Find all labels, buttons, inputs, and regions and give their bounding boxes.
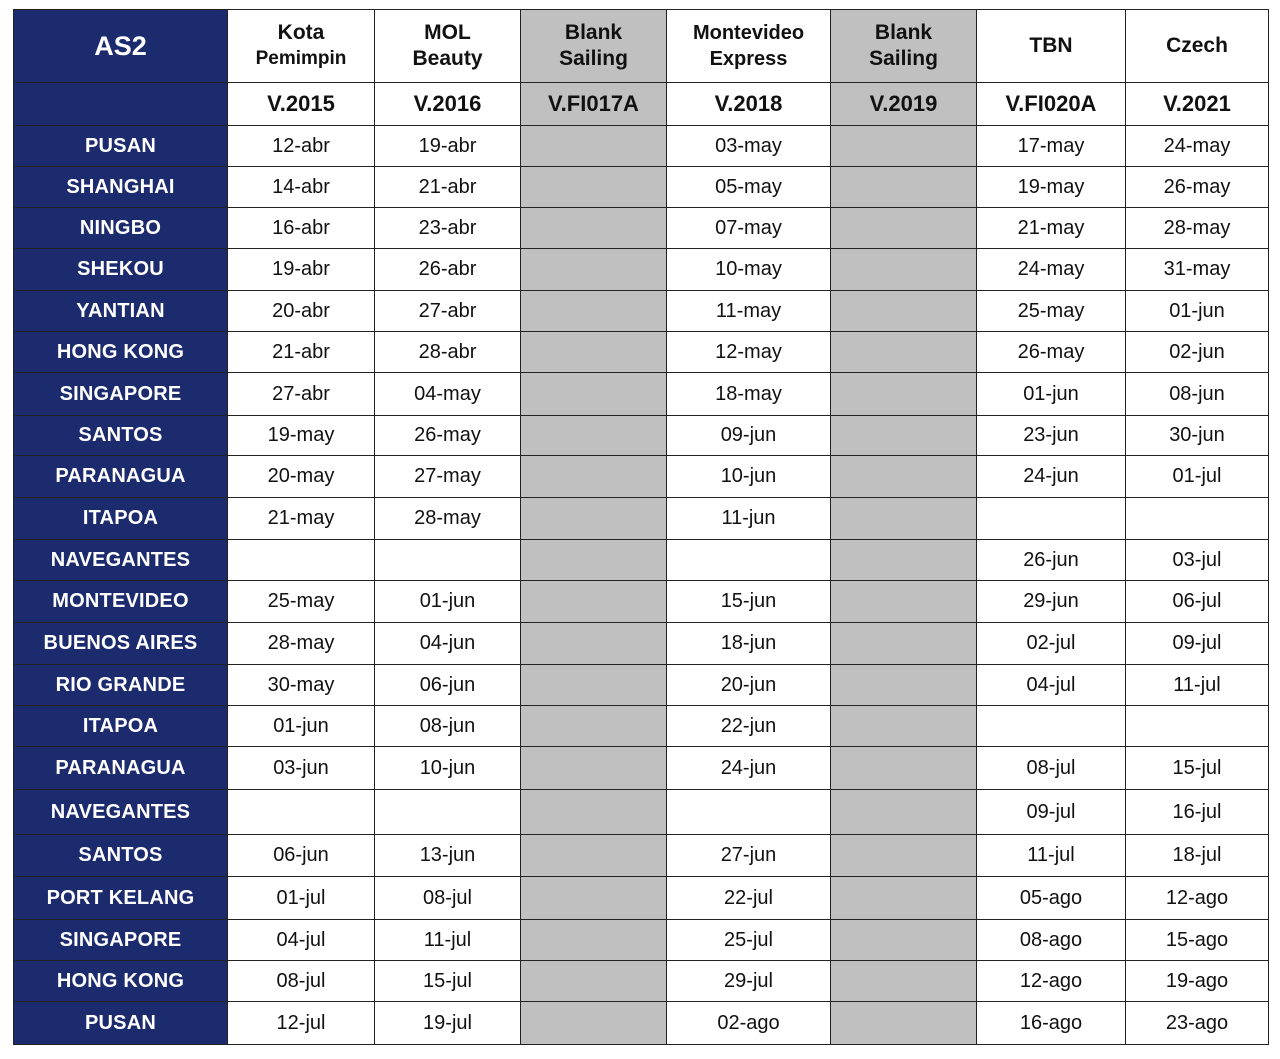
eta-date-cell: 25-jul	[667, 920, 831, 961]
eta-date-cell: 05-may	[667, 167, 831, 208]
port-name: PUSAN	[14, 1002, 228, 1045]
vessel-name-line2: Sailing	[559, 47, 628, 70]
eta-date-cell: 22-jul	[667, 877, 831, 920]
eta-date-cell: 25-may	[977, 291, 1126, 332]
vessel-header-6	[977, 10, 1126, 83]
eta-date-cell: 02-jul	[977, 623, 1126, 665]
eta-date-cell: 29-jun	[977, 581, 1126, 623]
eta-date-cell: 08-jun	[375, 706, 521, 747]
vessel-name-line2: Pemimpin	[255, 48, 347, 69]
blank-sailing-cell	[521, 877, 667, 920]
eta-date-cell: 10-jun	[375, 747, 521, 790]
eta-date-cell: 20-jun	[667, 665, 831, 706]
eta-date-cell: 14-abr	[228, 167, 375, 208]
blank-sailing-cell	[521, 540, 667, 581]
blank-sailing-cell	[831, 665, 977, 706]
eta-date-cell	[375, 790, 521, 835]
voyage-row-label	[14, 83, 228, 126]
eta-date-cell: 23-jun	[977, 416, 1126, 456]
eta-date-cell: 17-may	[977, 126, 1126, 167]
eta-date-cell: 15-jul	[1126, 747, 1269, 790]
eta-date-cell: 09-jul	[1126, 623, 1269, 665]
blank-sailing-cell	[521, 1002, 667, 1045]
eta-date-cell: 15-jul	[375, 961, 521, 1002]
eta-date-cell: 16-abr	[228, 208, 375, 249]
blank-sailing-cell	[831, 877, 977, 920]
eta-date-cell: 30-jun	[1126, 416, 1269, 456]
eta-date-cell: 05-ago	[977, 877, 1126, 920]
port-name: PUSAN	[14, 126, 228, 167]
eta-date-cell: 24-jun	[667, 747, 831, 790]
eta-date-cell: 20-may	[228, 456, 375, 498]
eta-date-cell: 19-abr	[228, 249, 375, 291]
eta-date-cell	[228, 790, 375, 835]
blank-sailing-cell	[831, 706, 977, 747]
eta-date-cell: 04-jul	[977, 665, 1126, 706]
blank-sailing-cell	[831, 623, 977, 665]
blank-sailing-cell	[521, 126, 667, 167]
eta-date-cell: 23-abr	[375, 208, 521, 249]
eta-date-cell: 19-may	[228, 416, 375, 456]
table-row	[14, 877, 1269, 920]
eta-date-cell: 12-abr	[228, 126, 375, 167]
eta-date-cell: 08-jul	[228, 961, 375, 1002]
blank-sailing-cell	[521, 581, 667, 623]
eta-date-cell: 15-ago	[1126, 920, 1269, 961]
blank-sailing-cell	[831, 126, 977, 167]
port-name: SINGAPORE	[14, 373, 228, 416]
eta-date-cell: 18-jun	[667, 623, 831, 665]
eta-date-cell	[228, 540, 375, 581]
eta-date-cell: 04-may	[375, 373, 521, 416]
port-name: NAVEGANTES	[14, 540, 228, 581]
blank-sailing-cell	[831, 961, 977, 1002]
vessel-header-3	[521, 10, 667, 83]
voyage-number-1: V.2015	[228, 83, 375, 126]
eta-date-cell: 07-may	[667, 208, 831, 249]
port-name: RIO GRANDE	[14, 665, 228, 706]
blank-sailing-cell	[521, 249, 667, 291]
voyage-number-6: V.FI020A	[977, 83, 1126, 126]
blank-sailing-cell	[521, 373, 667, 416]
vessel-header-row	[14, 10, 1269, 83]
blank-sailing-cell	[831, 208, 977, 249]
eta-date-cell	[977, 498, 1126, 540]
schedule-table	[13, 9, 1269, 1045]
blank-sailing-cell	[831, 291, 977, 332]
eta-date-cell: 27-jun	[667, 835, 831, 877]
table-row	[14, 332, 1269, 373]
eta-date-cell: 30-may	[228, 665, 375, 706]
vessel-header-7	[1126, 10, 1269, 83]
eta-date-cell: 06-jun	[375, 665, 521, 706]
blank-sailing-cell	[521, 416, 667, 456]
eta-date-cell: 23-ago	[1126, 1002, 1269, 1045]
eta-date-cell: 11-jul	[1126, 665, 1269, 706]
port-name: NINGBO	[14, 208, 228, 249]
schedule-body	[14, 10, 1269, 1045]
blank-sailing-cell	[831, 747, 977, 790]
eta-date-cell: 12-may	[667, 332, 831, 373]
eta-date-cell: 10-may	[667, 249, 831, 291]
eta-date-cell: 19-abr	[375, 126, 521, 167]
blank-sailing-cell	[521, 835, 667, 877]
voyage-number-3: V.FI017A	[521, 83, 667, 126]
eta-date-cell: 01-jul	[1126, 456, 1269, 498]
blank-sailing-cell	[831, 416, 977, 456]
eta-date-cell: 19-ago	[1126, 961, 1269, 1002]
eta-date-cell: 13-jun	[375, 835, 521, 877]
eta-date-cell: 26-may	[375, 416, 521, 456]
voyage-number-2: V.2016	[375, 83, 521, 126]
table-row	[14, 706, 1269, 747]
eta-date-cell: 11-jul	[375, 920, 521, 961]
eta-date-cell: 03-may	[667, 126, 831, 167]
eta-date-cell: 02-ago	[667, 1002, 831, 1045]
eta-date-cell: 01-jun	[977, 373, 1126, 416]
voyage-header-row	[14, 83, 1269, 126]
blank-sailing-cell	[831, 790, 977, 835]
eta-date-cell: 04-jun	[375, 623, 521, 665]
eta-date-cell: 18-may	[667, 373, 831, 416]
eta-date-cell: 27-abr	[228, 373, 375, 416]
eta-date-cell: 03-jul	[1126, 540, 1269, 581]
port-name: NAVEGANTES	[14, 790, 228, 835]
eta-date-cell: 10-jun	[667, 456, 831, 498]
eta-date-cell: 26-abr	[375, 249, 521, 291]
vessel-header-1	[228, 10, 375, 83]
port-name: PORT KELANG	[14, 877, 228, 920]
blank-sailing-cell	[831, 456, 977, 498]
vessel-name-line1: Blank	[874, 21, 933, 44]
table-row	[14, 665, 1269, 706]
eta-date-cell: 15-jun	[667, 581, 831, 623]
eta-date-cell: 12-ago	[1126, 877, 1269, 920]
blank-sailing-cell	[831, 920, 977, 961]
eta-date-cell: 28-abr	[375, 332, 521, 373]
table-row	[14, 167, 1269, 208]
vessel-header-5	[831, 10, 977, 83]
eta-date-cell: 08-ago	[977, 920, 1126, 961]
eta-date-cell: 22-jun	[667, 706, 831, 747]
port-name: ITAPOA	[14, 498, 228, 540]
blank-sailing-cell	[831, 249, 977, 291]
blank-sailing-cell	[521, 208, 667, 249]
port-name: MONTEVIDEO	[14, 581, 228, 623]
port-name: SANTOS	[14, 416, 228, 456]
vessel-name-line1: Czech	[1166, 34, 1228, 57]
port-name: HONG KONG	[14, 332, 228, 373]
eta-date-cell: 19-jul	[375, 1002, 521, 1045]
eta-date-cell	[1126, 706, 1269, 747]
port-name: PARANAGUA	[14, 456, 228, 498]
eta-date-cell: 27-abr	[375, 291, 521, 332]
eta-date-cell	[667, 790, 831, 835]
eta-date-cell: 21-may	[977, 208, 1126, 249]
table-row	[14, 498, 1269, 540]
table-row	[14, 456, 1269, 498]
port-name: ITAPOA	[14, 706, 228, 747]
port-name: BUENOS AIRES	[14, 623, 228, 665]
blank-sailing-cell	[521, 790, 667, 835]
eta-date-cell: 11-may	[667, 291, 831, 332]
blank-sailing-cell	[831, 498, 977, 540]
eta-date-cell: 11-jun	[667, 498, 831, 540]
vessel-name-line1: TBN	[1029, 34, 1073, 57]
eta-date-cell: 09-jun	[667, 416, 831, 456]
eta-date-cell: 26-may	[1126, 167, 1269, 208]
vessel-header-4	[667, 10, 831, 83]
eta-date-cell: 12-ago	[977, 961, 1126, 1002]
eta-date-cell: 28-may	[375, 498, 521, 540]
table-row	[14, 249, 1269, 291]
blank-sailing-cell	[831, 332, 977, 373]
blank-sailing-cell	[831, 540, 977, 581]
blank-sailing-cell	[521, 961, 667, 1002]
table-row	[14, 126, 1269, 167]
eta-date-cell: 26-jun	[977, 540, 1126, 581]
vessel-name-line2: Beauty	[412, 47, 483, 70]
eta-date-cell: 28-may	[1126, 208, 1269, 249]
blank-sailing-cell	[831, 581, 977, 623]
eta-date-cell: 25-may	[228, 581, 375, 623]
vessel-name-line1: Montevideo	[692, 22, 805, 44]
table-row	[14, 747, 1269, 790]
eta-date-cell	[667, 540, 831, 581]
eta-date-cell: 01-jul	[228, 877, 375, 920]
blank-sailing-cell	[521, 665, 667, 706]
blank-sailing-cell	[521, 747, 667, 790]
eta-date-cell: 08-jun	[1126, 373, 1269, 416]
eta-date-cell: 09-jul	[977, 790, 1126, 835]
eta-date-cell: 02-jun	[1126, 332, 1269, 373]
eta-date-cell: 31-may	[1126, 249, 1269, 291]
voyage-number-4: V.2018	[667, 83, 831, 126]
port-name: HONG KONG	[14, 961, 228, 1002]
eta-date-cell: 27-may	[375, 456, 521, 498]
blank-sailing-cell	[521, 456, 667, 498]
voyage-number-5: V.2019	[831, 83, 977, 126]
blank-sailing-cell	[831, 167, 977, 208]
eta-date-cell: 01-jun	[1126, 291, 1269, 332]
table-row	[14, 208, 1269, 249]
eta-date-cell	[375, 540, 521, 581]
eta-date-cell	[977, 706, 1126, 747]
eta-date-cell: 21-abr	[375, 167, 521, 208]
blank-sailing-cell	[831, 835, 977, 877]
blank-sailing-cell	[831, 373, 977, 416]
eta-date-cell: 08-jul	[375, 877, 521, 920]
table-row	[14, 540, 1269, 581]
blank-sailing-cell	[831, 1002, 977, 1045]
service-title: AS2	[14, 10, 228, 83]
eta-date-cell: 03-jun	[228, 747, 375, 790]
eta-date-cell: 16-jul	[1126, 790, 1269, 835]
eta-date-cell: 11-jul	[977, 835, 1126, 877]
table-row	[14, 416, 1269, 456]
table-row	[14, 581, 1269, 623]
eta-date-cell: 24-jun	[977, 456, 1126, 498]
blank-sailing-cell	[521, 706, 667, 747]
table-row	[14, 790, 1269, 835]
port-name: PARANAGUA	[14, 747, 228, 790]
eta-date-cell: 01-jun	[375, 581, 521, 623]
port-name: SINGAPORE	[14, 920, 228, 961]
blank-sailing-cell	[521, 332, 667, 373]
port-name: SHEKOU	[14, 249, 228, 291]
eta-date-cell: 16-ago	[977, 1002, 1126, 1045]
port-name: SHANGHAI	[14, 167, 228, 208]
eta-date-cell: 01-jun	[228, 706, 375, 747]
eta-date-cell: 20-abr	[228, 291, 375, 332]
vessel-name-line2: Express	[709, 48, 788, 70]
eta-date-cell: 29-jul	[667, 961, 831, 1002]
table-row	[14, 961, 1269, 1002]
table-row	[14, 623, 1269, 665]
eta-date-cell: 21-abr	[228, 332, 375, 373]
blank-sailing-cell	[521, 167, 667, 208]
vessel-header-2	[375, 10, 521, 83]
eta-date-cell: 21-may	[228, 498, 375, 540]
table-row	[14, 373, 1269, 416]
vessel-name-line2: Sailing	[869, 47, 938, 70]
eta-date-cell: 26-may	[977, 332, 1126, 373]
eta-date-cell: 18-jul	[1126, 835, 1269, 877]
eta-date-cell	[1126, 498, 1269, 540]
eta-date-cell: 08-jul	[977, 747, 1126, 790]
blank-sailing-cell	[521, 920, 667, 961]
table-row	[14, 835, 1269, 877]
eta-date-cell: 04-jul	[228, 920, 375, 961]
vessel-name-line1: MOL	[424, 21, 471, 44]
eta-date-cell: 24-may	[977, 249, 1126, 291]
table-row	[14, 920, 1269, 961]
eta-date-cell: 12-jul	[228, 1002, 375, 1045]
voyage-number-7: V.2021	[1126, 83, 1269, 126]
blank-sailing-cell	[521, 623, 667, 665]
vessel-name-line1: Blank	[564, 21, 623, 44]
port-name: YANTIAN	[14, 291, 228, 332]
eta-date-cell: 19-may	[977, 167, 1126, 208]
table-row	[14, 291, 1269, 332]
vessel-name-line1: Kota	[277, 21, 325, 44]
port-name: SANTOS	[14, 835, 228, 877]
blank-sailing-cell	[521, 291, 667, 332]
eta-date-cell: 28-may	[228, 623, 375, 665]
eta-date-cell: 06-jul	[1126, 581, 1269, 623]
eta-date-cell: 06-jun	[228, 835, 375, 877]
eta-date-cell: 24-may	[1126, 126, 1269, 167]
blank-sailing-cell	[521, 498, 667, 540]
table-row	[14, 1002, 1269, 1045]
